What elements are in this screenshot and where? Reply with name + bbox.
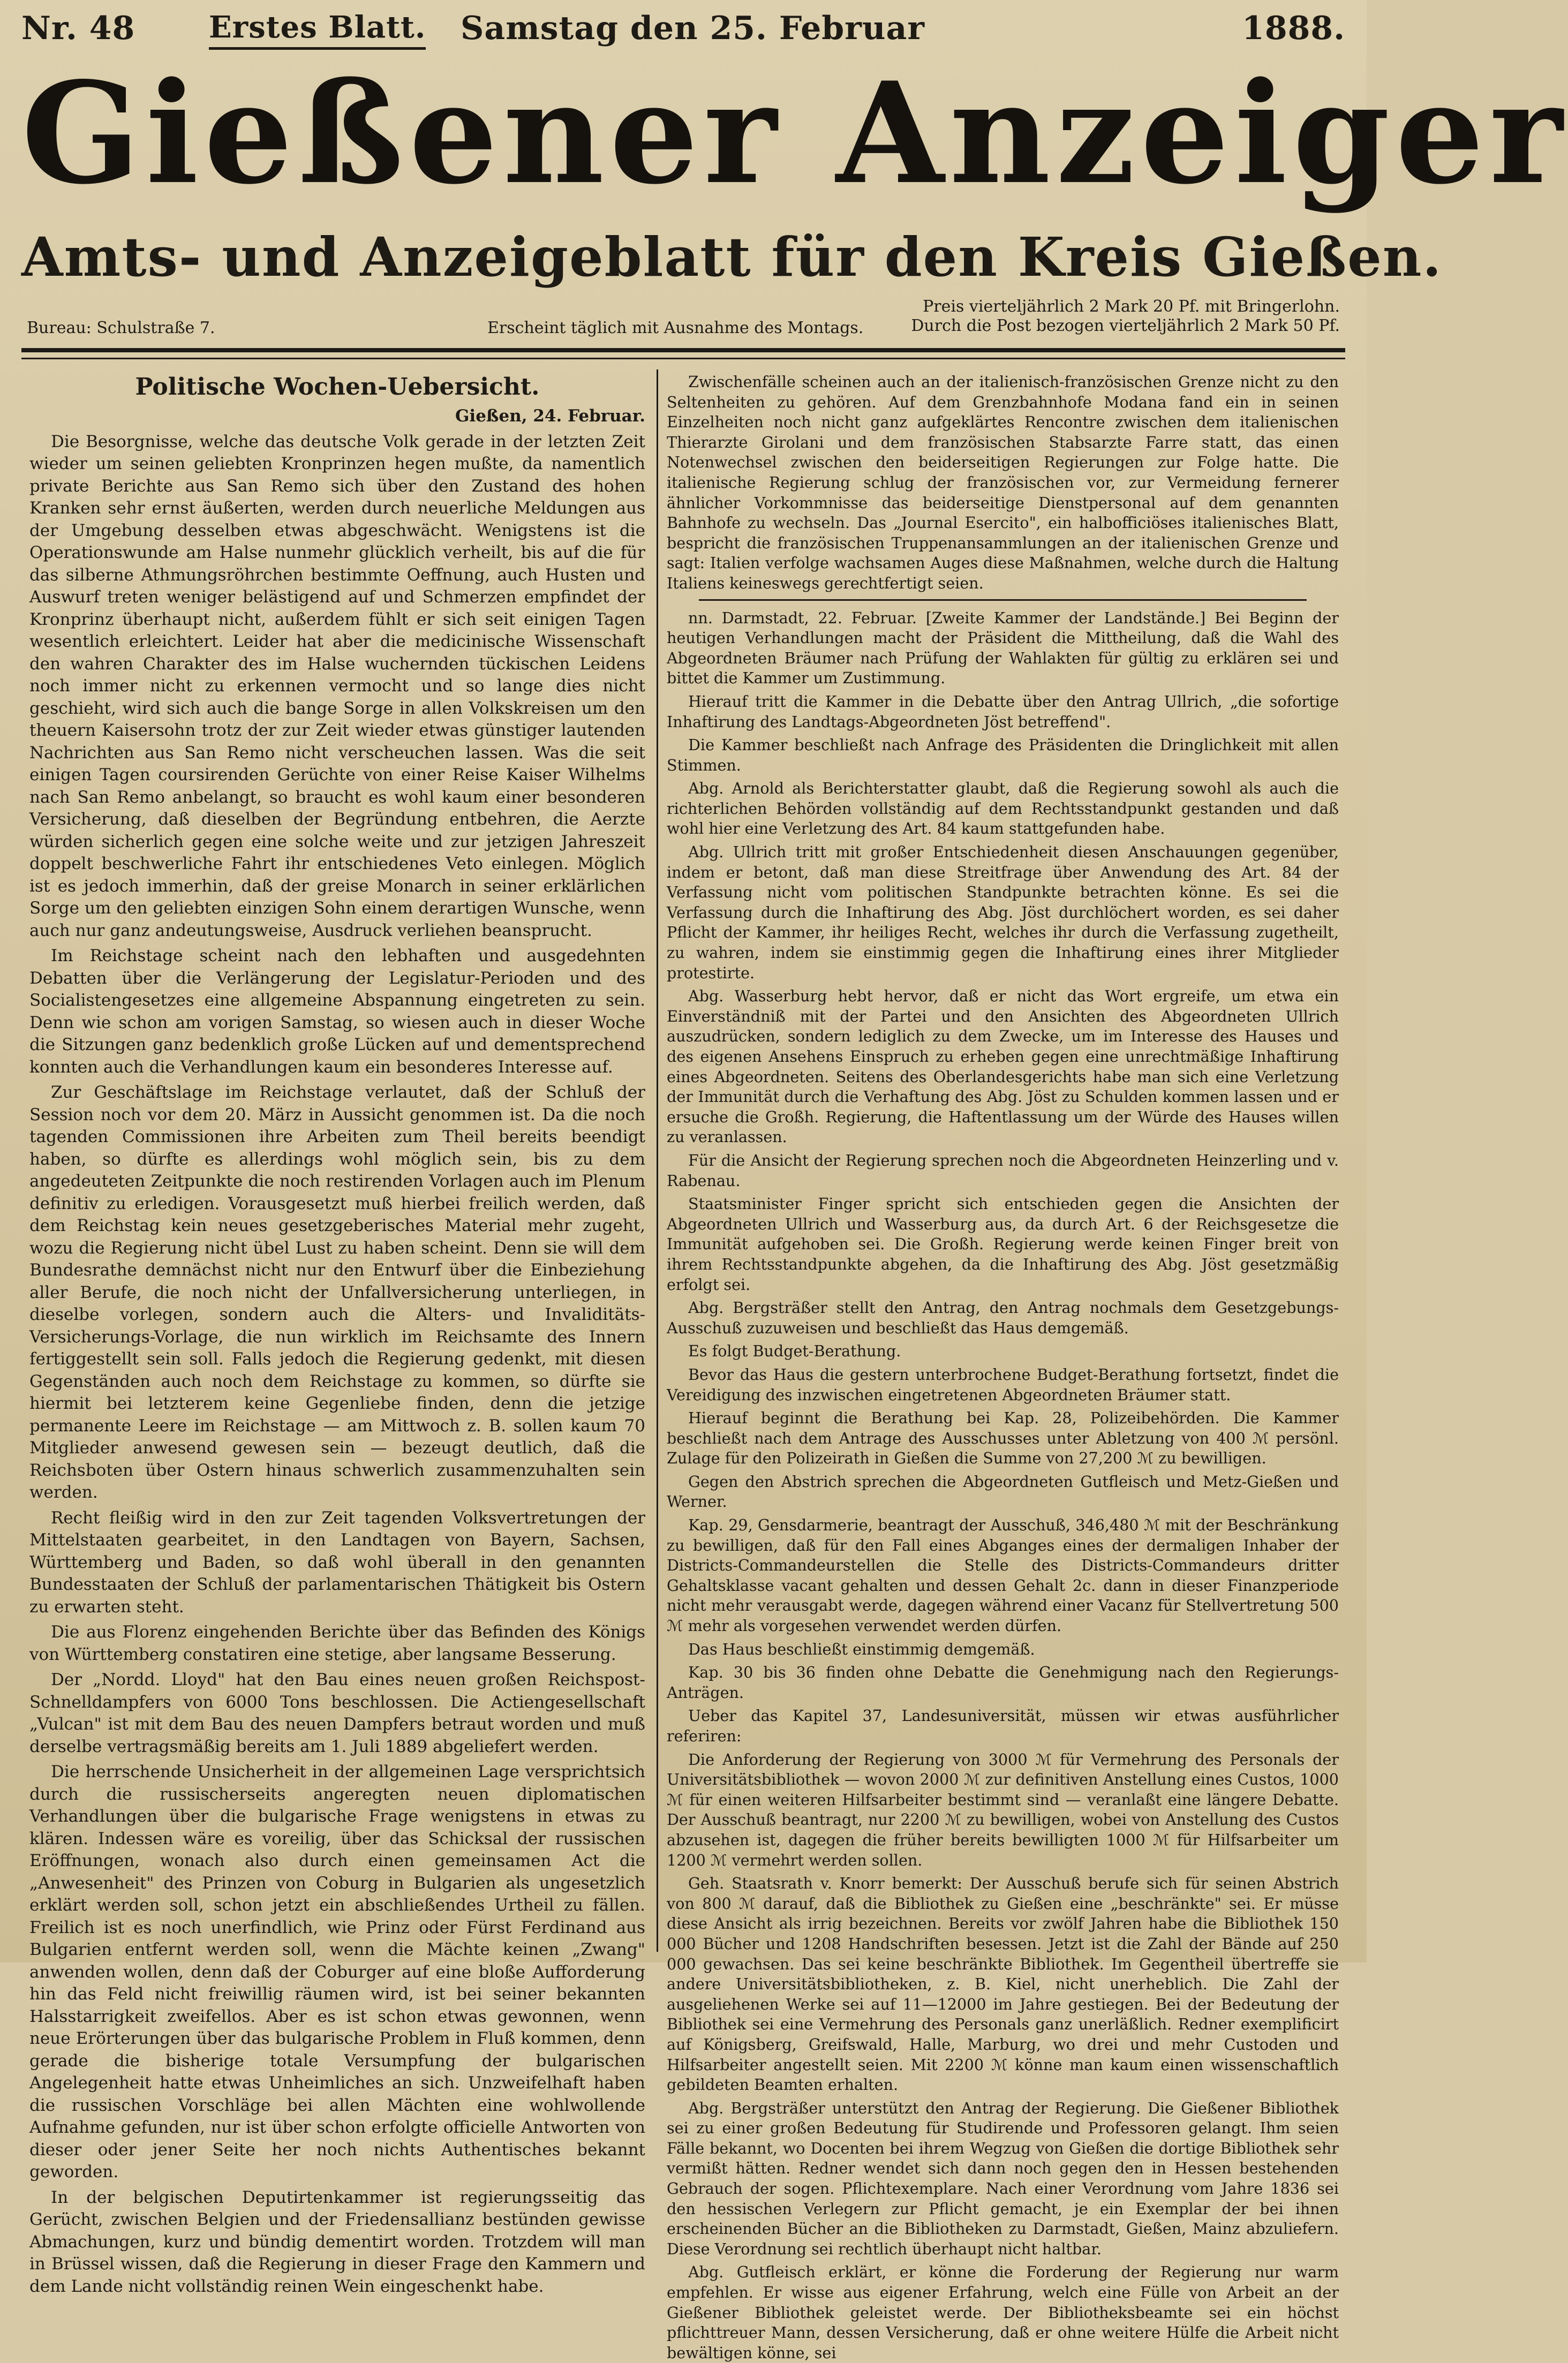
article-paragraph: Abg. Arnold als Berichterstatter glaubt, daß die Regierung sowohl als auch die richterlichen Behörden vollständig auf dem Rechtsstandpunkt gestanden und daß wohl hier eine Verletzung des Art. 84 kaum stattgefunden habe. <box>667 779 1339 838</box>
article-paragraph: Kap. 30 bis 36 finden ohne Debatte die Genehmigung nach den Regierungs-Anträgen. <box>667 1663 1339 1702</box>
article-paragraph: Gegen den Abstrich sprechen die Abgeordneten Gutfleisch und Metz-Gießen und Werner. <box>667 1472 1339 1511</box>
article-paragraph: Im Reichstage scheint nach den lebhaften und ausgedehnten Debatten über die Verlängerung der Legislatur-Perioden und des Socialistengesetzes eine allgemeine Abspannung eingetreten zu sein. Denn wie schon am vorigen Samstag, so wiesen auch in dieser Woche die Sitzungen ganz bedenklich große Lücken auf und dementsprechend konnten auch die Verhandlungen kaum ein besonderes Interesse auf. <box>29 946 645 1077</box>
article-paragraph: Die Kammer beschließt nach Anfrage des Präsidenten die Dringlichkeit mit allen Stimmen. <box>667 736 1339 774</box>
section-heading: Politische Wochen-Uebersicht. <box>135 373 540 401</box>
article-paragraph: Staatsminister Finger spricht sich entschieden gegen die Ansichten der Abgeordneten Ullrich und Wasserburg aus, da durch Art. 6 der Reichsgesetze die Immunität aufgehoben sei. Die Großh. Regierung werde keinen Finger breit von ihrem Rechtsstandpunkte abgehen, da die Inhaftirung des Abg. Jöst gesetzmäßig erfolgt sei. <box>667 1195 1339 1294</box>
issue-date: Samstag den 25. Februar <box>461 10 925 47</box>
publication-schedule: Erscheint täglich mit Ausnahme des Montags. <box>487 319 864 337</box>
article-paragraph: In der belgischen Deputirtenkammer ist regierungsseitig das Gerücht, zwischen Belgien und der Friedensallianz bestünden gewisse Abmachungen, kurz und bündig dementirt worden. Trotzdem will man in Brüssel wissen, daß die Regierung in dieser Frage den Kammern und dem Lande nicht vollständig reinen Wein eingeschenkt habe. <box>29 2187 645 2296</box>
article-paragraph: Abg. Bergsträßer stellt den Antrag, den Antrag nochmals dem Gesetzgebungs-Ausschuß zuzuweisen und beschließt das Haus demgemäß. <box>667 1298 1339 1337</box>
article-paragraph: Hierauf beginnt die Berathung bei Kap. 28, Polizeibehörden. Die Kammer beschließt nach dem Antrage des Ausschusses unter Abletzung von 400 ℳ persönl. Zulage für den Polizeirath in Gießen die Summe von 27,200 ℳ zu bewilligen. <box>667 1409 1339 1468</box>
article-paragraph: Abg. Ullrich tritt mit großer Entschiedenheit diesen Anschauungen gegenüber, indem er betont, daß man diese Streitfrage über Anwendung des Art. 84 der Verfassung nicht vom politischen Standpunkte betrachten könne. Es sei die Verfassung durch die Inhaftirung des Abg. Jöst durchlöchert worden, es sei daher Pflicht der Kammer, ihr heiliges Recht, welches ihr durch die Verfassung zugetheilt, zu wahren, indem sie einstimmig gegen die Inhaftirung eines ihrer Mitglieder protestirte. <box>667 843 1339 982</box>
article-paragraph: Der „Nordd. Lloyd" hat den Bau eines neuen großen Reichspost-Schnelldampfers von 6000 Tons beschlossen. Die Actiengesellschaft „Vulcan" ist mit dem Bau des neuen Dampfers betraut worden und muß derselbe vertragsmäßig bereits am 1. Juli 1889 abgeliefert werden. <box>29 1670 645 1756</box>
article-paragraph: Die aus Florenz eingehenden Berichte über das Befinden des Königs von Württemberg constatiren eine stetige, aber langsame Besserung. <box>29 1622 645 1664</box>
article-paragraph: Die Anforderung der Regierung von 3000 ℳ für Vermehrung des Personals der Universitätsbibliothek — wovon 2000 ℳ zur definitiven Anstellung eines Custos, 1000 ℳ für einen weiteren Hilfsarbeiter bestimmt sind — veranlaßt eine längere Debatte. Der Ausschuß beantragt, nur 2200 ℳ zu bewilligen, wobei von Anstellung des Custos abzusehen ist, dagegen die früher bereits bewilligten 1000 ℳ für Hilfsarbeiter um 1200 ℳ vermehrt werden sollen. <box>667 1750 1339 1869</box>
article-paragraph: Die Besorgnisse, welche das deutsche Volk gerade in der letzten Zeit wieder um seinen geliebten Kronprinzen hegen mußte, da namentlich private Berichte aus San Remo sich über den Zustand des hohen Kranken sehr ernst äußerten, werden durch neuerliche Meldungen aus der Umgebung desselben etwas abgeschwächt. Wenigstens ist die Operationswunde am Halse nunmehr glücklich verheilt, bis auf die für das silberne Athmungsröhrchen bestimmte Oeffnung, auch Husten und Auswurf treten weniger belästigend auf und Schmerzen empfindet der Kronprinz überhaupt nicht, außerdem fühlt er sich seit einigen Tagen wesentlich erleichtert. Leider hat aber die medicinische Wissenschaft den wahren Charakter des im Halse wuchernden tückischen Leidens noch immer nicht zu erkennen vermocht und so lange dies nicht geschieht, wird sich auch die bange Sorge in allen Volkskreisen um den theuern Kaisersohn trotz der zur Zeit wieder etwas günstiger lautenden Nachrichten aus San Remo nicht verscheuchen lassen. Was die seit einigen Tagen coursirenden Gerüchte von einer Reise Kaiser Wilhelms nach San Remo anbelangt, so braucht es wohl kaum einer besonderen Versicherung, daß dieselben der Begründung entbehren, die Aerzte würden sicherlich gegen eine solche weite und zur jetzigen Jahreszeit doppelt beschwerliche Fahrt ihr entschiedenes Veto einlegen. Möglich ist es jedoch immerhin, daß der greise Monarch in seiner erklärlichen Sorge um den geliebten einzigen Sohn einem derartigen Wunsche, wenn auch nur ganz andeutungsweise, Ausdruck verliehen beansprucht. <box>29 432 645 940</box>
article-paragraph: Abg. Wasserburg hebt hervor, daß er nicht das Wort ergreife, um etwa ein Einverständniß mit der Partei und den Ansichten des Abgeordneten Ullrich auszudrücken, sondern lediglich zu dem Zwecke, um im Interesse des Hauses und des eigenen Ansehens Einspruch zu erheben gegen eine unrechtmäßige Inhaftirung eines Abgeordneten. Seitens des Oberlandesgerichts habe man sich eine Verletzung der Immunität durch die Verhaftung des Abg. Jöst zu Schulden kommen lassen und er ersuche die Großh. Regierung, die Haftentlassung um der Würde des Hauses willen zu veranlassen. <box>667 987 1339 1146</box>
header-rule-thick <box>21 348 1345 352</box>
article-paragraph: Kap. 29, Gensdarmerie, beantragt der Ausschuß, 346,480 ℳ mit der Beschränkung zu bewilligen, daß für den Fall eines Abganges eines der dermaligen Inhaber der Districts-Commandeurstellen die Stelle des Districts-Commandeurs dritter Gehaltsklasse vacant gehalten und dessen Gehalt 2c. dann in dieser Finanzperiode nicht mehr verausgabt werde, dagegen während einer Vacanz für Stellvertretung 500 ℳ mehr als vorgesehen verwendet werden dürfen. <box>667 1516 1339 1635</box>
article-paragraph: Das Haus beschließt einstimmig demgemäß. <box>688 1640 1035 1658</box>
masthead-subtitle: Amts- und Anzeigeblatt für den Kreis Gießen. <box>21 225 1443 289</box>
price-line-1: Preis vierteljährlich 2 Mark 20 Pf. mit Bringerlohn. <box>923 297 1340 316</box>
article-paragraph: Es folgt Budget-Berathung. <box>688 1342 901 1361</box>
article-divider <box>699 599 1307 601</box>
bureau-address: Bureau: Schulstraße 7. <box>27 319 215 337</box>
article-paragraph: Recht fleißig wird in den zur Zeit tagenden Volksvertretungen der Mittelstaaten gearbeitet, in den Landtagen von Bayern, Sachsen, Württemberg und Baden, so daß wohl überall in den genannten Bundesstaaten der Schluß der parlamentarischen Thätigkeit bis Ostern zu erwarten steht. <box>29 1508 645 1617</box>
article-paragraph: Zwischenfälle scheinen auch an der italienisch-französischen Grenze nicht zu den Seltenheiten zu gehören. Auf dem Grenzbahnhofe Modana fand ein in seinen Einzelheiten noch nicht ganz aufgeklärtes Rencontre zwischen dem italienischen Thierarzte Girolani und dem französischen Stabsarzte Farre statt, das einen Notenwechsel zwischen den beiderseitigen Regierungen zur Folge hatte. Die italienische Regierung schlug der französischen vor, zur Vermeidung fernerer ähnlicher Vorkommnisse das beiderseitige Dienstpersonal auf dem genannten Bahnhofe zu wechseln. Das „Journal Esercito", ein halbofficiöses italienisches Blatt, bespricht die französischen Truppenansammlungen an der italienischen Grenze und sagt: Italien verfolge wachsamen Auges diese Maßnahmen, welche durch die Haltung Italiens keineswegs gerechtfertigt seien. <box>667 373 1339 592</box>
article-paragraph: Bevor das Haus die gestern unterbrochene Budget-Berathung fortsetzt, findet die Vereidigung des inzwischen eingetretenen Abgeordneten Bräumer statt. <box>667 1365 1339 1404</box>
dateline-place: Gießen, 24. Februar. <box>455 406 645 426</box>
article-paragraph: nn. Darmstadt, 22. Februar. [Zweite Kammer der Landstände.] Bei Beginn der heutigen Verhandlungen macht der Präsident die Mittheilung, daß die Wahl des Abgeordneten Bräumer nach Prüfung der Wahlakten für gültig zu erklären sei und bittet die Kammer um Zustimmung. <box>667 608 1339 688</box>
article-paragraph: Abg. Bergsträßer unterstützt den Antrag der Regierung. Die Gießener Bibliothek sei zu einer großen Bedeutung für Studirende und Professoren gelangt. Ihm seien Fälle bekannt, wo Docenten bei ihrem Wegzug von Gießen die dortige Bibliothek sehr vermißt hätten. Redner wendet sich dann noch gegen den in Hessen bestehenden Gebrauch der sogen. Pflichtexemplare. Nach einer Verordnung vom Jahre 1836 sei den hessischen Verlegern zur Pflicht gemacht, je ein Exemplar der bei ihnen erscheinenden Bücher an die Bibliotheken zu Darmstadt, Gießen, Mainz abzuliefern. Diese Verordnung sei rechtlich überhaupt nicht haltbar. <box>667 2098 1339 2258</box>
issue-number: Nr. 48 <box>21 10 135 47</box>
article-paragraph: Abg. Gutfleisch erklärt, er könne die Forderung der Regierung nur warm empfehlen. Er wisse aus eigener Erfahrung, welch eine Fülle von Arbeit an der Gießener Bibliothek geleistet werde. Der Bibliotheksbeamte sei ein höchst pflichttreuer Mann, dessen Versicherung, daß er ohne weitere Hülfe die Arbeit nicht bewältigen könne, sei <box>667 2263 1339 2362</box>
header-rule-thin <box>21 358 1345 359</box>
article-paragraph: Für die Ansicht der Regierung sprechen noch die Abgeordneten Heinzerling und v. Rabenau. <box>667 1151 1339 1190</box>
right-column <box>667 372 1339 2362</box>
article-paragraph: Die herrschende Unsicherheit in der allgemeinen Lage versprichtsich durch die russischerseits angeregten neuen diplomatischen Verhandlungen über die bulgarische Frage wenigstens in etwas zu klären. Indessen wäre es voreilig, über das Schicksal der russischen Eröffnungen, wonach also durch einen gemeinsamen Act die „Anwesenheit" des Prinzen von Coburg in Bulgarien als ungesetzlich erklärt werden soll, schon jetzt ein abschließendes Urtheil zu fällen. Freilich ist es noch unerfindlich, wie Prinz oder Fürst Ferdinand aus Bulgarien entfernt werden soll, wenn die Mächte keinen „Zwang" anwenden wollen, denn daß der Coburger auf eine bloße Aufforderung hin das Feld nicht freiwillig räumen wird, ist bei seiner bekannten Halsstarrigkeit zweifellos. Aber es ist schon etwas gewonnen, wenn neue Erörterungen über das bulgarische Problem in Fluß kommen, denn gerade die bisherige totale Versumpfung der bulgarischen Angelegenheit hatte etwas Unheimliches an sich. Unzweifelhaft haben die russischen Vorschläge bei allen Mächten eine wohlwollende Aufnahme gefunden, nur ist über schon erfolgte officielle Antworten von dieser oder jener Seite her noch nichts Authentisches bekannt geworden. <box>29 1762 645 2181</box>
column-separator <box>657 369 658 1952</box>
price-line-2: Durch die Post bezogen vierteljährlich 2 Mark 50 Pf. <box>911 316 1340 335</box>
article-paragraph: Ueber das Kapitel 37, Landesuniversität, müssen wir etwas ausführlicher referiren: <box>667 1707 1339 1745</box>
article-paragraph: Hierauf tritt die Kammer in die Debatte über den Antrag Ullrich, „die sofortige Inhaftirung des Landtags-Abgeordneten Jöst betreffend". <box>667 692 1339 731</box>
article-paragraph: Geh. Staatsrath v. Knorr bemerkt: Der Ausschuß berufe sich für seinen Abstrich von 800 ℳ darauf, daß die Bibliothek zu Gießen eine „beschränkte" sei. Er müsse diese Ansicht als irrig bezeichnen. Bereits vor zwölf Jahren habe die Bibliothek 150 000 Bücher und 1208 Handschriften besessen. Jetzt ist die Zahl der Bände auf 250 000 gewachsen. Das sei keine beschränkte Bibliothek. Im Gegentheil übertreffe sie andere Universitätsbibliotheken, z. B. Kiel, nicht unerheblich. Die Zahl der ausgeliehenen Werke sei auf 11—12000 im Jahre gestiegen. Bei der Bedeutung der Bibliothek sei eine Vermehrung des Personals ganz unerläßlich. Redner exemplificirt auf Königsberg, Greifswald, Halle, Marburg, wo drei und mehr Custoden und Hilfsarbeiter angestellt seien. Mit 2200 ℳ könne man kaum einen wissenschaftlich gebildeten Beamten erhalten. <box>667 1874 1339 2094</box>
info-bar <box>21 297 1345 345</box>
left-column <box>29 372 645 2296</box>
masthead-title: Gießener Anzeiger <box>21 52 1568 215</box>
edition-label: Erstes Blatt. <box>209 10 426 50</box>
top-line <box>21 10 1345 58</box>
issue-year: 1888. <box>1242 10 1345 47</box>
price-info <box>911 297 1340 336</box>
article-paragraph: Zur Geschäftslage im Reichstage verlautet, daß der Schluß der Session noch vor dem 20. März in Aussicht genommen ist. Da die noch tagenden Commissionen ihre Arbeiten zum Theil bereits beendigt haben, so dürfte es allerdings wohl möglich sein, bis zu dem angedeuteten Zeitpunkte die noch restirenden Vorlagen auch im Plenum definitiv zu erledigen. Vorausgesetzt muß hierbei freilich werden, daß dem Reichstag kein neues gesetzgeberisches Material mehr zugeht, wozu die Regierung nicht übel Lust zu haben scheint. Denn sie will dem Bundesrathe demnächst nicht nur den Entwurf über die Einbeziehung aller Berufe, die noch nicht der Unfallversicherung unterliegen, in dieselbe vorlegen, sondern auch die Alters- und Invaliditäts-Versicherungs-Vorlage, die nun wirklich im Reichsamte des Innern fertiggestellt sein soll. Falls jedoch die Regierung gedenkt, mit diesen Gegenständen auch noch dem Reichstage zu kommen, so dürfte sie hiermit bei letzterem keine Gegenliebe finden, denn die jetzige permanente Leere im Reichstage — am Mittwoch z. B. sollen kaum 70 Mitglieder anwesend gewesen sein — bezeugt deutlich, daß die Reichsboten über Ostern hinaus schwerlich zusammenzuhalten sein werden. <box>29 1083 645 1502</box>
